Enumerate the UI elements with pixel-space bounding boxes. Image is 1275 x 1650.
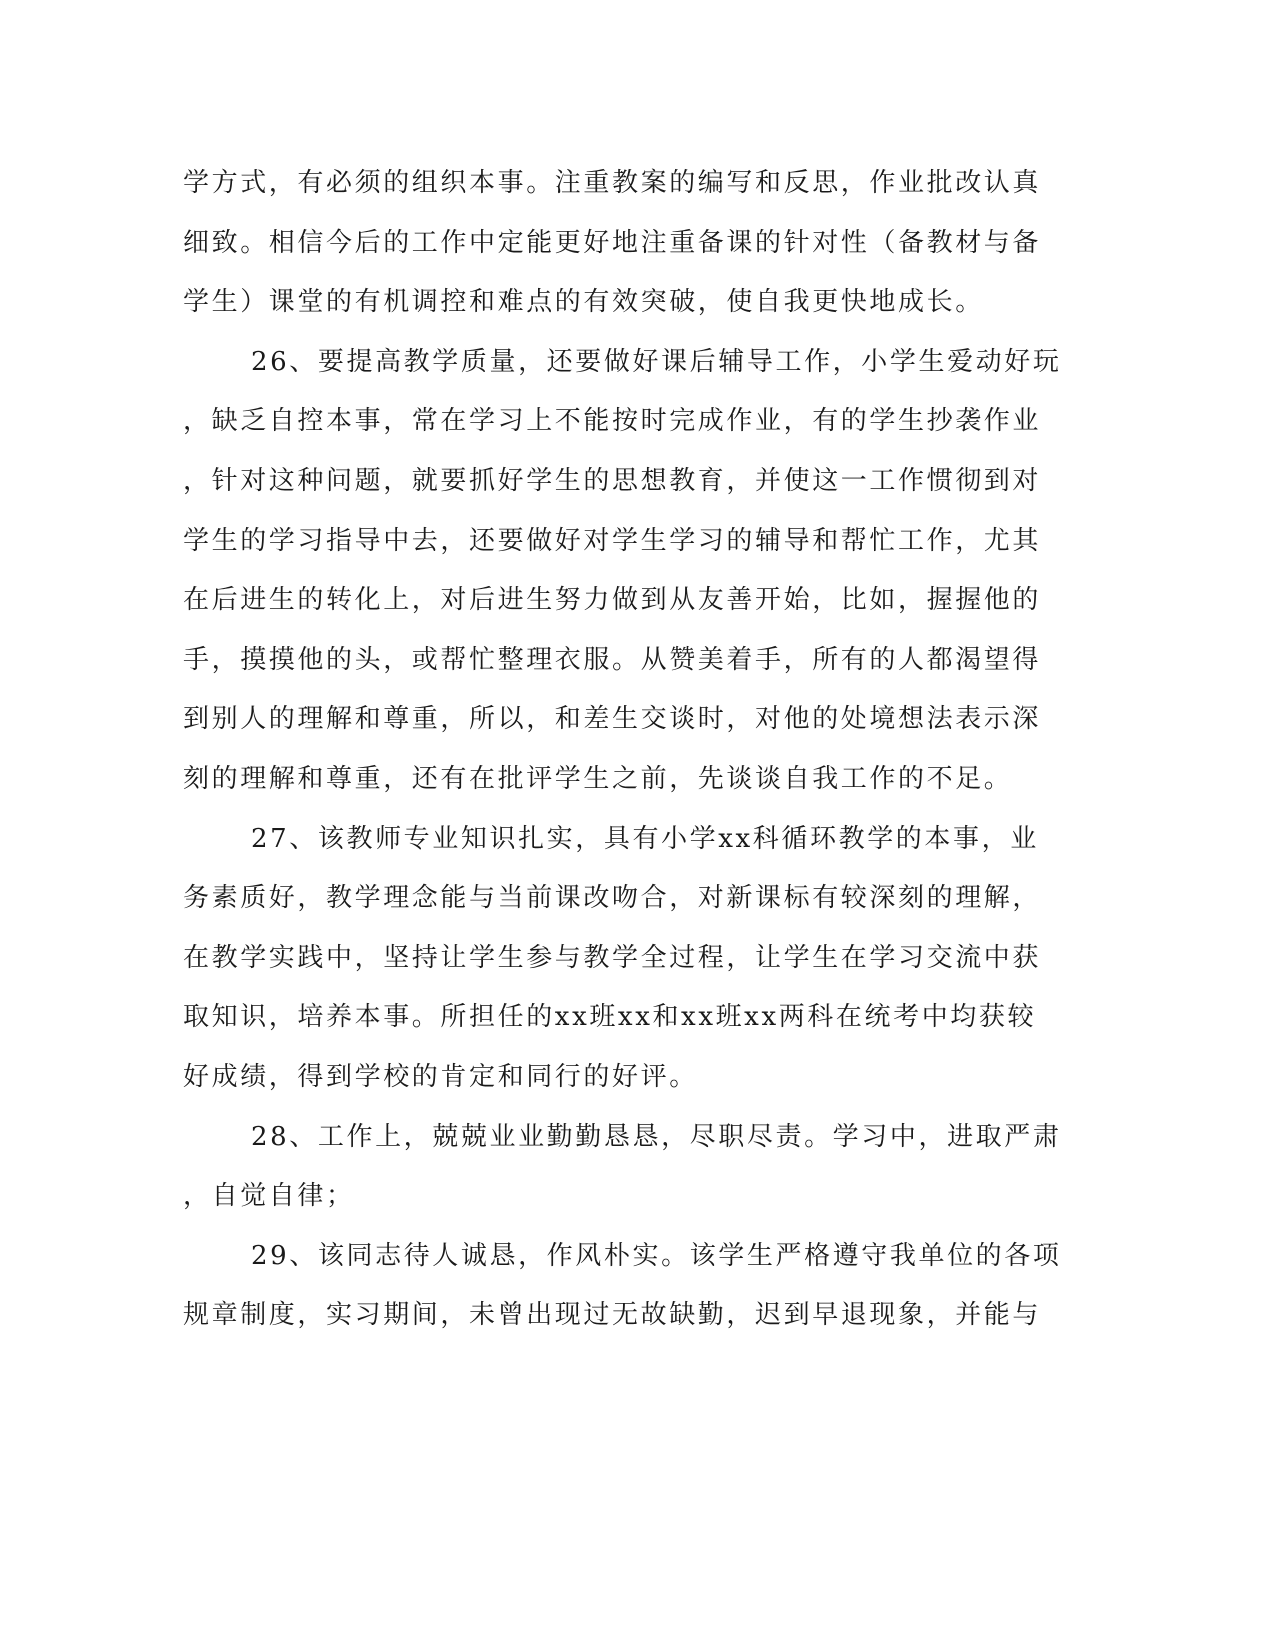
- text-line: 到别人的理解和尊重，所以，和差生交谈时，对他的处境想法表示深: [183, 704, 1042, 735]
- text-line: 在教学实践中，坚持让学生参与教学全过程，让学生在学习交流中获: [183, 942, 1042, 973]
- text-line: 在后进生的转化上，对后进生努力做到从友善开始，比如，握握他的: [183, 585, 1042, 616]
- text-line: 学方式，有必须的组织本事。注重教案的编写和反思，作业批改认真: [183, 168, 1042, 198]
- text-line: 好成绩，得到学校的肯定和同行的好评。: [183, 1061, 698, 1092]
- text-line: 学生）课堂的有机调控和难点的有效突破，使自我更快地成长。: [183, 287, 984, 318]
- text-line: 学生的学习指导中去，还要做好对学生学习的辅导和帮忙工作，尤其: [183, 525, 1042, 556]
- paragraph-start-line: 28、工作上，兢兢业业勤勤恳恳，尽职尽责。学习中，进取严肃: [251, 1121, 1062, 1152]
- text-line: ，自觉自律；: [183, 1181, 355, 1212]
- text-line: ，缺乏自控本事，常在学习上不能按时完成作业，有的学生抄袭作业: [183, 406, 1042, 437]
- text-line: 细致。相信今后的工作中定能更好地注重备课的针对性（备教材与备: [183, 227, 1042, 258]
- text-line: ，针对这种问题，就要抓好学生的思想教育，并使这一工作惯彻到对: [183, 465, 1042, 496]
- text-line: 取知识，培养本事。所担任的xx班xx和xx班xx两科在统考中均获较: [183, 1002, 1037, 1033]
- document-body: [183, 154, 1062, 1346]
- paragraph-start-line: 27、该教师专业知识扎实，具有小学xx科循环教学的本事，业: [251, 823, 1039, 854]
- text-line: 规章制度，实习期间，未曾出现过无故缺勤，迟到早退现象，并能与: [183, 1300, 1042, 1331]
- paragraph-start-line: 26、要提高教学质量，还要做好课后辅导工作，小学生爱动好玩: [251, 346, 1062, 377]
- text-line: 刻的理解和尊重，还有在批评学生之前，先谈谈自我工作的不足。: [183, 763, 1013, 794]
- paragraph-start-line: 29、该同志待人诚恳，作风朴实。该学生严格遵守我单位的各项: [251, 1240, 1062, 1271]
- text-line: 手，摸摸他的头，或帮忙整理衣服。从赞美着手，所有的人都渴望得: [183, 644, 1042, 675]
- text-line: 务素质好，教学理念能与当前课改吻合，对新课标有较深刻的理解，: [183, 883, 1042, 914]
